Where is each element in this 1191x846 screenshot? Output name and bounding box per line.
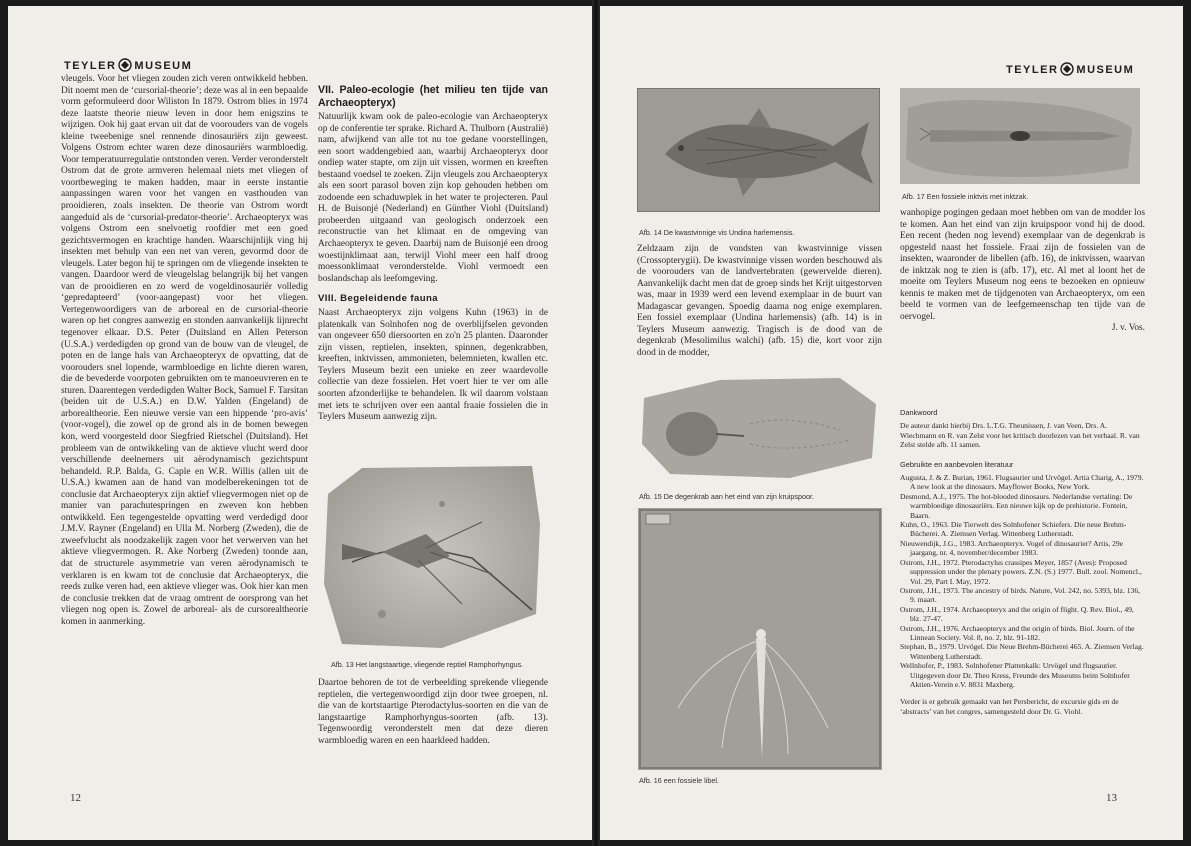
fossil-photo-horseshoe-crab	[640, 374, 880, 482]
figure-13-caption: Afb. 13 Het langstaartige, vliegende reptiel Ramphorhyngus.	[331, 660, 524, 669]
book-spine	[592, 0, 600, 846]
fossil-photo-dragonfly	[638, 508, 882, 770]
body-text: Zeldzaam zijn de vondsten van kwastvinnige vissen (Crossopterygii). De kwastvinnige vissen worden beschouwd als de voorouders van de landvertebraten (gewervelde dieren). Aanvankelijk dacht men dat de groep sinds het Krijt uitgestorven was, maar in 1939 werd een levend exemplaar in de buurt van Madagascar gevangen. Spoedig daarna nog enige exemplaren. Een fossiel exemplaar (Undina harlemensis) (afb. 14) is in Teylers Museum aanwezig. Tragisch is de dood van de degenkrab (Mesolimilus walchi) (afb. 15) die, kort voor zijn dood in de modder,	[637, 244, 882, 358]
right-column-2-notes	[900, 398, 1145, 716]
reference-item: Augusta, J. & Z. Burian, 1961. Flugsaurier und Urvögel. Artia Charig, A., 1979. A new look at the dinosaurs. Mayflower Books, New York.	[900, 473, 1144, 492]
body-text: Natuurlijk kwam ook de paleo-ecologie van Archaeopteryx op de conferentie ter sprake. Richard A. Thulborn (Australië) nam, afwijkend van alle tot nu toe gedane voorstellingen, een soort waddengebied aan, waarbij Archaeopteryx door ondiep water stapte, om zijn uit vissen, wormen en kreeften bestaand voedsel te zoeken. Zijn vleugels zou Archaeopteryx als een soort parasol boven zijn kop gehouden hebben om zodoende een schaduwplek in het water te projecteren. Paul H. de Buisonjé (Nederland) en Günther Viohl (Duitsland) probeerden uitgaand van geologisch onderzoek een reconstructie van het klimaat en de omgeving van Archaeopteryx te geven. Daarbij nam de Buisonjé een droog woestijnklimaat aan, terwijl Viohl meer een half droog moessonklimaat veronderstelde. Viohl vermoedt een boslandschap als leefomgeving.	[318, 112, 548, 284]
reference-item: Nieuwendijk, J.G., 1983. Archaeopteryx. Vogel of dinosaurier? Artis, 29e jaargang, nr. 4, november/december 1983.	[900, 538, 1124, 558]
dankwoord-heading: Dankwoord	[900, 408, 938, 417]
reference-item: Ostrom, J.H., 1972. Pterodactylus crassipes Meyer, 1857 (Aves): Proposed suppression under the plenary powers. Z.N. (S.) 1977. Bull. zool. Nomencl., Vol. 29, Part I. May, 1972.	[900, 557, 1142, 586]
dankwoord-text: De auteur dankt hierbij Drs. L.T.G. Theunissen, J. van Veen, Drs. A. Wiechmann en R. van Zelst voor het kritisch doorlezen van het verhaal. R. van Zelst stelde afb. 11 samen.	[900, 421, 1140, 450]
author-signature: J. v. Vos.	[1111, 323, 1145, 334]
right-column-2	[900, 208, 1145, 335]
right-page	[600, 6, 1183, 840]
closing-note: Verder is er gebruik gemaakt van het Persbericht, de excursie gids en de ‘abstracts’ van het congres, samengesteld door Dr. G. Viohl.	[900, 697, 1119, 716]
right-column-1	[637, 244, 882, 359]
museum-masthead: TEYLER MUSEUM	[1006, 64, 1135, 76]
teyler-seal-icon	[1059, 62, 1075, 76]
reference-item: Stephan, B., 1979. Urvögel. Die Neue Brehm-Bücherei 465. A. Ziemsen Verlag. Wittenberg Lutherstadt.	[900, 642, 1144, 661]
fossil-photo-fish	[637, 88, 880, 212]
left-column-2	[318, 84, 548, 424]
reference-item: Desmond, A.J., 1975. The hot-blooded dinosaurs. Nederlandse vertaling: De warmbloedige dinosauriërs. Een nieuwe kijk op de prehistorie. Fontein, Baarn.	[900, 491, 1133, 520]
reference-item: Ostrom, J.H., 1976. Archaeopteryx and the origin of birds. Biol. Journ. of the Linnean Society. Vol. 8, no. 2, blz. 91-182.	[900, 623, 1135, 642]
figure-15-caption: Afb. 15 De degenkrab aan het eind van zijn kruipspoor.	[639, 492, 815, 501]
literature-heading: Gebruikte en aanbevolen literatuur	[900, 459, 1014, 469]
left-column-1	[61, 74, 308, 734]
left-page	[8, 6, 592, 840]
reference-item: Kuhn, O., 1963. Die Tierwelt des Solnhofener Schiefers. Die neue Brehm-Bücherei. A. Ziemsen Verlag. Wittenberg Lutherstadt.	[900, 520, 1127, 539]
page-number-left: 12	[70, 792, 81, 804]
fossil-photo-pterosaur	[322, 464, 544, 650]
body-text: wanhopige pogingen gedaan moet hebben om van de modder los te komen. Aan het eind van zijn kruipspoor vond hij de dood. Een recent (heden nog levend) exemplaar van de degenkrab is opgesteld naast het fossiele. Fraai zijn de fossielen van de insekten, waaronder de libellen (afb. 16), de inktvissen, waarvan de inktzak nog te zien is (afb. 17), etc. Al met al loont het de moeite om Teylers Museum nog eens te bezoeken en opnieuw kennis te maken met de tijdgenoten van Archaeopteryx, om een beeld te vormen van de leefgemeenschap ten tijde van de oervogel.	[900, 208, 1145, 322]
reference-item: Ostrom, J.H., 1974. Archaeopteryx and the origin of flight. Q. Rev. Biol., 49, blz. 27-47.	[900, 604, 1134, 624]
figure-17-caption: Afb. 17 Een fossiele inktvis met inktzak.	[902, 192, 1029, 201]
museum-masthead: TEYLER MUSEUM	[64, 60, 193, 72]
reference-item: Ostrom, J.H., 1973. The ancestry of birds. Nature, Vol. 242, no. 5393, blz. 136, 9. maart.	[900, 585, 1141, 605]
body-text: Naast Archaeopteryx zijn volgens Kuhn (1963) in de platenkalk van Solnhofen nog de overblijfselen gevonden van ongeveer 650 diersoorten en zo'n 25 planten. Daaronder zijn vissen, reptielen, insekten, spinnen, degenkrabben, kreeften, inktvissen, ammonieten, belemnieten, kwallen etc. Teylers Museum bezit een unieke en zeer waardevolle collectie van deze fossielen. Het voert hier te ver om alle soorten afzonderlijke te behandelen. Ik wil daarom volstaan met iets te schrijven over een aantal fraaie fossielen die in Teylers Museum aanwezig zijn.	[318, 308, 548, 423]
body-text: vleugels. Voor het vliegen zouden zich veren ontwikkeld hebben. Dit noemt men de ‘cursorial-theorie’; deze was al in een bepaalde vorm geformuleerd door Wiliston In 1879. Ostrom blies in 1974 deze laatste theorie nieuw leven in door hem enigszins te wijzigen. Ook hij gaat ervan uit dat de voorouders van de vogels kleine tweebenige snel rennende dinosauriërs zijn geweest. Volgens Ostrom echter waren deze dinosauriërs warmbloedig. Voor temperatuurregulatie ontstonden veren. Verder veronderstelt Ostrom dat de grote armveren helemaal niets met vliegen of voortbeweging te maken hadden, maar in eerste instantie aanpassingen waren voor het vangen en vasthouden van prooidieren, zoals insekten. De theorie van Ostrom wordt aangeduid als de ‘cursorial-predator-theorie’. Archaeopteryx was volgens Ostrom een snelvoetig roofdier met een goed gezichtsvermogen en krachtige handen. Waarschijnlijk ving hij insekten met behulp van een net van veren, gevormd door de vleugels. Later begon hij te springen om de vliegende insekten te vangen. Daardoor werd de vleugelslag belangrijk bij het vangen van de prooidieren en zo werd de vogeldinosauriër volledig ‘gepredapteerd’ (voor-aangepast) voor het vliegen. Vertegenwoordigers van de arboreal en de cursorial-theorie waren op het congres aanwezig en stonden aanvankelijk lijnrecht tegenover elkaar. D.S. Peter (Duitsland en Allen Peterson (U.S.A.) verdedigden op grond van de bouw van de vleugel, de poten en de lange hals van Archaeopteryx de opvatting, dat de voorouders snel lopende, warmbloedige en lichte dieren waren, die de bevederde voorpoten gebruikten om te manoeuvreren en te sturen. Daarentegen verdedigden Walter Bock, Samuel F. Tarsitan (beiden uit de U.S.A.) en D.W. Yalden (Engeland) de arborealtheorie. Een nieuwe versie van een hippende ‘pro-avis’ (voor-vogel), die zowel op de grond als in de bomen bewegen kon, werd voorgesteld door Siegfried Rietschel (Duitsland). Het probleem van de ontwikkeling van de aktieve vlucht werd door verschillende deelnemers uit aërodynamisch gezichtspunt behandeld. R.P. Balda, G. Caple en W.R. Willis (allen uit de U.S.A.) kwamen aan de hand van modelberekeningen tot de conclusie dat Archaeopteryx zijn aktief vliegvermogen niet op de manier van parachutespringen en zweven kon hebben ontwikkeld. Een tegengestelde opvatting werd verdedigd door J.M.V. Rayner (Engeland) en Ulla M. Norberg (Zweden), die de zweefvlucht als noodzakelijk zagen voor het verwerven van het aktieve vliegvermogen. R. Ake Norberg (Zweden) toonde aan, dat de structurele asymmetrie van veren aërodynamisch te verklaren is en kwam tot de conclusie dat Archaeopteryx, die reeds zulke veren had, een aktieve vlieger was. Ook hier kan men de conclusie trekken dat de vraag omtrent de oorsprong van het vliegen nog open is. Zowel de arboreal- als de cursorealtheorie komen in aanmerking.	[61, 74, 308, 627]
page-number-right: 13	[1106, 792, 1117, 804]
reference-item: Wellnhofer, P., 1983. Solnhofener Plattenkalk: Urvögel und flugsaurier. Uitgegeven door Dr. Theo Kress, Freunde des Museums beim Solnhofer Aktien-Verein e.V. 8831 Maxberg.	[900, 661, 1130, 689]
fossil-photo-squid	[900, 88, 1140, 184]
left-column-2-continued	[318, 678, 548, 747]
figure-14-caption: Afb. 14 De kwastvinnige vis Undina harlemensis.	[639, 228, 795, 237]
body-text: Daartoe behoren de tot de verbeelding sprekende vliegende reptielen, die vertegenwoordigd zijn door twee groepen, nl. die van de kortstaartige Pterodactylus-soorten en die van de langstaartige Ramphorhyngus-soorten (afb. 13). Tegenwoordig veronderstelt men dat deze dieren warmbloedig waren en een haarkleed hadden.	[318, 678, 548, 746]
teyler-seal-icon	[117, 58, 133, 72]
section-heading-vii: VII. Paleo-ecologie (het milieu ten tijde van Archaeopteryx)	[318, 84, 548, 109]
figure-16-caption: Afb. 16 een fossiele libel.	[639, 776, 719, 785]
section-heading-viii: VIII. Begeleidende fauna	[318, 293, 438, 305]
